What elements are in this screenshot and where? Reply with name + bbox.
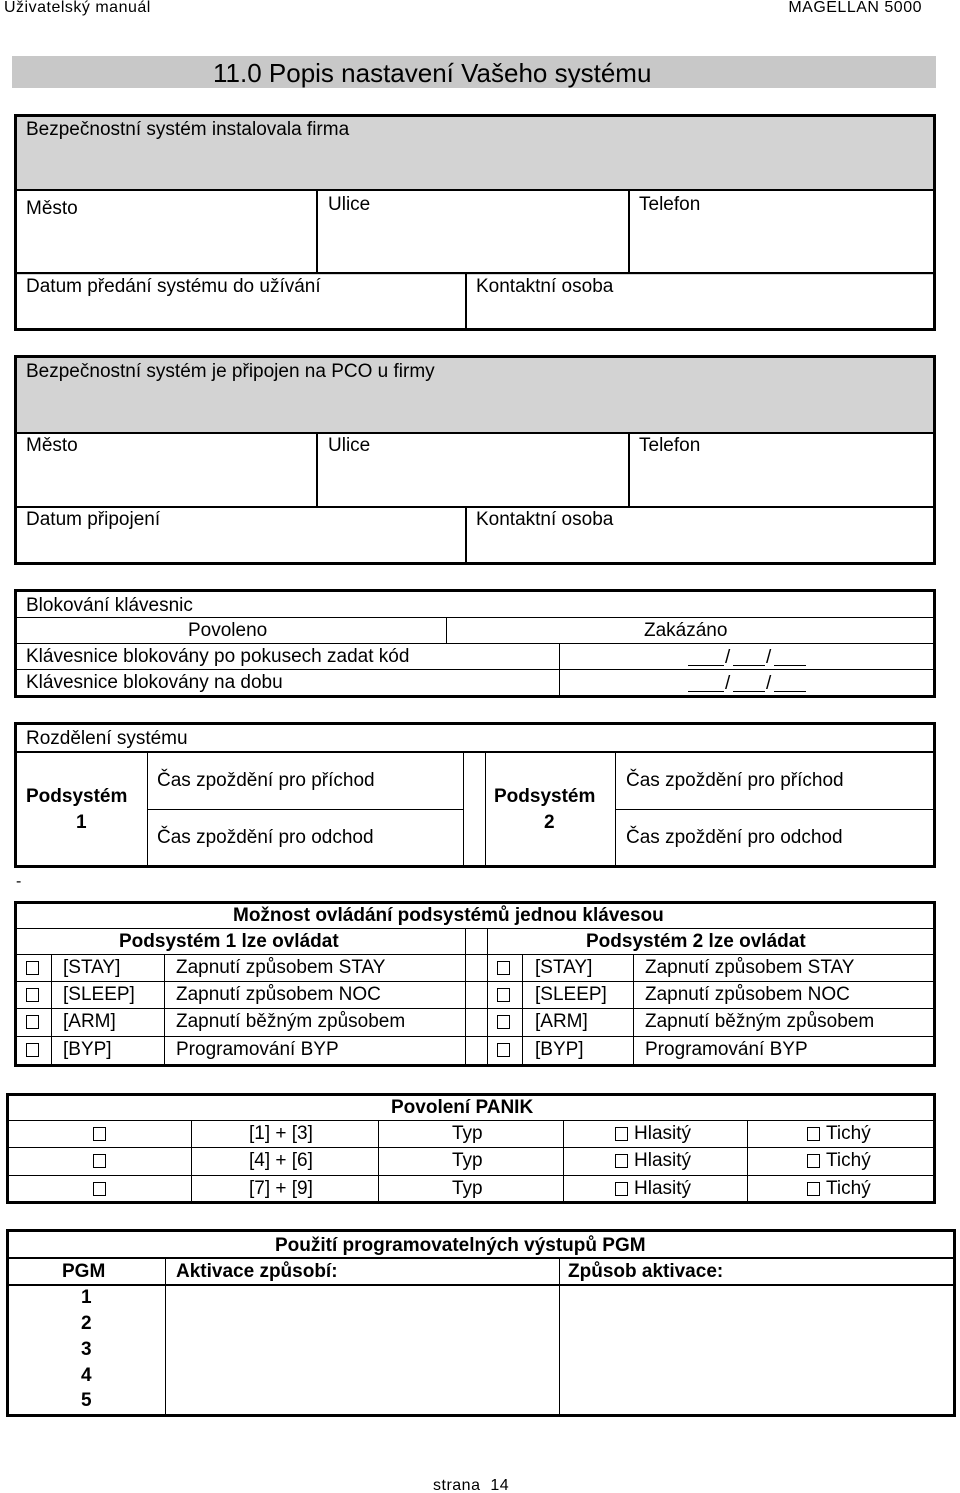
onekey-p1-sleep-key: [SLEEP] [63, 984, 135, 1005]
onekey-p2-byp-desc: Programování BYP [645, 1039, 808, 1060]
installer-date-label: Datum předání systému do užívání [26, 276, 321, 297]
panic-heading: Povolení PANIK [391, 1097, 534, 1118]
pgm-heading: Použití programovatelných výstupů PGM [275, 1235, 646, 1256]
onekey-p1-byp-checkbox[interactable] [26, 1043, 39, 1057]
panic-2-silent-label: Tichý [826, 1150, 871, 1171]
partition1-number: 1 [76, 812, 87, 833]
onekey-sub1-heading: Podsystém 1 lze ovládat [119, 931, 339, 952]
panic-2-enable-checkbox[interactable] [93, 1154, 106, 1168]
panic-2-combo: [4] + [6] [249, 1150, 313, 1171]
panic-3-silent-checkbox[interactable] [807, 1182, 820, 1196]
pgm-row-4: 4 [81, 1365, 92, 1386]
stray-dash: - [16, 873, 22, 890]
panic-1-silent-label: Tichý [826, 1123, 871, 1144]
partition2-exit-delay: Čas zpoždění pro odchod [626, 827, 843, 848]
page-title: 11.0 Popis nastavení Vašeho systému [213, 58, 652, 88]
onekey-p2-byp-key: [BYP] [535, 1039, 584, 1060]
onekey-p1-byp-key: [BYP] [63, 1039, 112, 1060]
installer-phone-label: Telefon [639, 194, 701, 215]
duration-slash-2: / [766, 673, 772, 694]
panic-1-silent-checkbox[interactable] [807, 1127, 820, 1141]
partition1-label: Podsystém [26, 786, 128, 807]
header-product-name: MAGELLAN 5000 [788, 0, 922, 16]
onekey-p2-sleep-checkbox[interactable] [497, 988, 510, 1002]
onekey-p1-sleep-desc: Zapnutí způsobem NOC [176, 984, 381, 1005]
onekey-p1-stay-key: [STAY] [63, 957, 121, 978]
installer-contact-label: Kontaktní osoba [476, 276, 614, 297]
pco-heading: Bezpečnostní systém je připojen na PCO u firmy [26, 361, 435, 382]
onekey-p1-arm-checkbox[interactable] [26, 1015, 39, 1029]
pco-date-label: Datum připojení [26, 509, 161, 530]
duration-slash-1: / [725, 673, 731, 694]
pgm-row-2: 2 [81, 1313, 92, 1334]
keypad-heading: Blokování klávesnic [26, 595, 193, 616]
onekey-p2-stay-desc: Zapnutí způsobem STAY [645, 957, 855, 978]
pco-street-label: Ulice [328, 435, 371, 456]
onekey-p1-stay-desc: Zapnutí způsobem STAY [176, 957, 386, 978]
duration-blank-1[interactable] [688, 691, 724, 692]
onekey-p2-byp-checkbox[interactable] [497, 1043, 510, 1057]
panic-1-loud-label: Hlasitý [634, 1123, 692, 1144]
panic-1-enable-checkbox[interactable] [93, 1127, 106, 1141]
partition2-label: Podsystém [494, 786, 596, 807]
pgm-row-1: 1 [81, 1287, 92, 1308]
partition1-exit-delay: Čas zpoždění pro odchod [157, 827, 374, 848]
installer-heading: Bezpečnostní systém instalovala firma [26, 119, 350, 140]
panic-2-loud-label: Hlasitý [634, 1150, 692, 1171]
installer-city-label: Město [26, 198, 78, 219]
panic-2-silent-checkbox[interactable] [807, 1154, 820, 1168]
onekey-p1-arm-desc: Zapnutí běžným způsobem [176, 1011, 406, 1032]
onekey-p1-stay-checkbox[interactable] [26, 961, 39, 975]
duration-blank-2[interactable] [733, 691, 765, 692]
installer-street-label: Ulice [328, 194, 371, 215]
onekey-p2-arm-checkbox[interactable] [497, 1015, 510, 1029]
keypad-attempts-label: Klávesnice blokovány po pokusech zadat kód [26, 646, 410, 667]
pco-row-address [17, 434, 933, 506]
attempts-blank-1[interactable] [688, 665, 724, 666]
partition2-number: 2 [544, 812, 555, 833]
onekey-p1-arm-key: [ARM] [63, 1011, 116, 1032]
panic-3-loud-label: Hlasitý [634, 1178, 692, 1199]
pgm-col-pgm: PGM [62, 1261, 106, 1282]
keypad-allowed-label: Povoleno [188, 620, 268, 641]
onekey-p1-sleep-checkbox[interactable] [26, 988, 39, 1002]
pgm-col-effect: Aktivace způsobí: [176, 1261, 338, 1282]
page-number: strana 14 [433, 1477, 510, 1493]
pco-phone-label: Telefon [639, 435, 701, 456]
onekey-p2-arm-desc: Zapnutí běžným způsobem [645, 1011, 875, 1032]
onekey-p2-arm-key: [ARM] [535, 1011, 588, 1032]
panic-1-loud-checkbox[interactable] [615, 1127, 628, 1141]
attempts-slash-1: / [725, 647, 731, 668]
panic-1-type-label: Typ [452, 1123, 483, 1144]
panic-2-type-label: Typ [452, 1150, 483, 1171]
panic-3-type-label: Typ [452, 1178, 483, 1199]
pco-city-label: Město [26, 435, 78, 456]
panic-2-loud-checkbox[interactable] [615, 1154, 628, 1168]
attempts-slash-2: / [766, 647, 772, 668]
pgm-row-3: 3 [81, 1339, 92, 1360]
partition1-entry-delay: Čas zpoždění pro příchod [157, 770, 375, 791]
header-manual-title: Uživatelský manuál [4, 0, 151, 16]
pgm-col-activation: Způsob aktivace: [568, 1261, 724, 1282]
onekey-p2-stay-checkbox[interactable] [497, 961, 510, 975]
partition2-entry-delay: Čas zpoždění pro příchod [626, 770, 844, 791]
onekey-p2-stay-key: [STAY] [535, 957, 593, 978]
onekey-sub2-heading: Podsystém 2 lze ovládat [586, 931, 806, 952]
onekey-heading: Možnost ovládání podsystémů jednou klávesou [233, 905, 664, 926]
panic-3-enable-checkbox[interactable] [93, 1182, 106, 1196]
attempts-blank-2[interactable] [733, 665, 765, 666]
onekey-p1-byp-desc: Programování BYP [176, 1039, 339, 1060]
installer-row-address [17, 191, 933, 272]
duration-blank-3[interactable] [774, 691, 806, 692]
partition-heading: Rozdělení systému [26, 728, 188, 749]
panic-3-silent-label: Tichý [826, 1178, 871, 1199]
keypad-forbidden-label: Zakázáno [644, 620, 728, 641]
attempts-blank-3[interactable] [774, 665, 806, 666]
pgm-row-5: 5 [81, 1390, 92, 1411]
panic-3-combo: [7] + [9] [249, 1178, 313, 1199]
keypad-duration-label: Klávesnice blokovány na dobu [26, 672, 283, 693]
panic-3-loud-checkbox[interactable] [615, 1182, 628, 1196]
pco-contact-label: Kontaktní osoba [476, 509, 614, 530]
onekey-p2-sleep-desc: Zapnutí způsobem NOC [645, 984, 850, 1005]
panic-1-combo: [1] + [3] [249, 1123, 313, 1144]
onekey-p2-sleep-key: [SLEEP] [535, 984, 607, 1005]
